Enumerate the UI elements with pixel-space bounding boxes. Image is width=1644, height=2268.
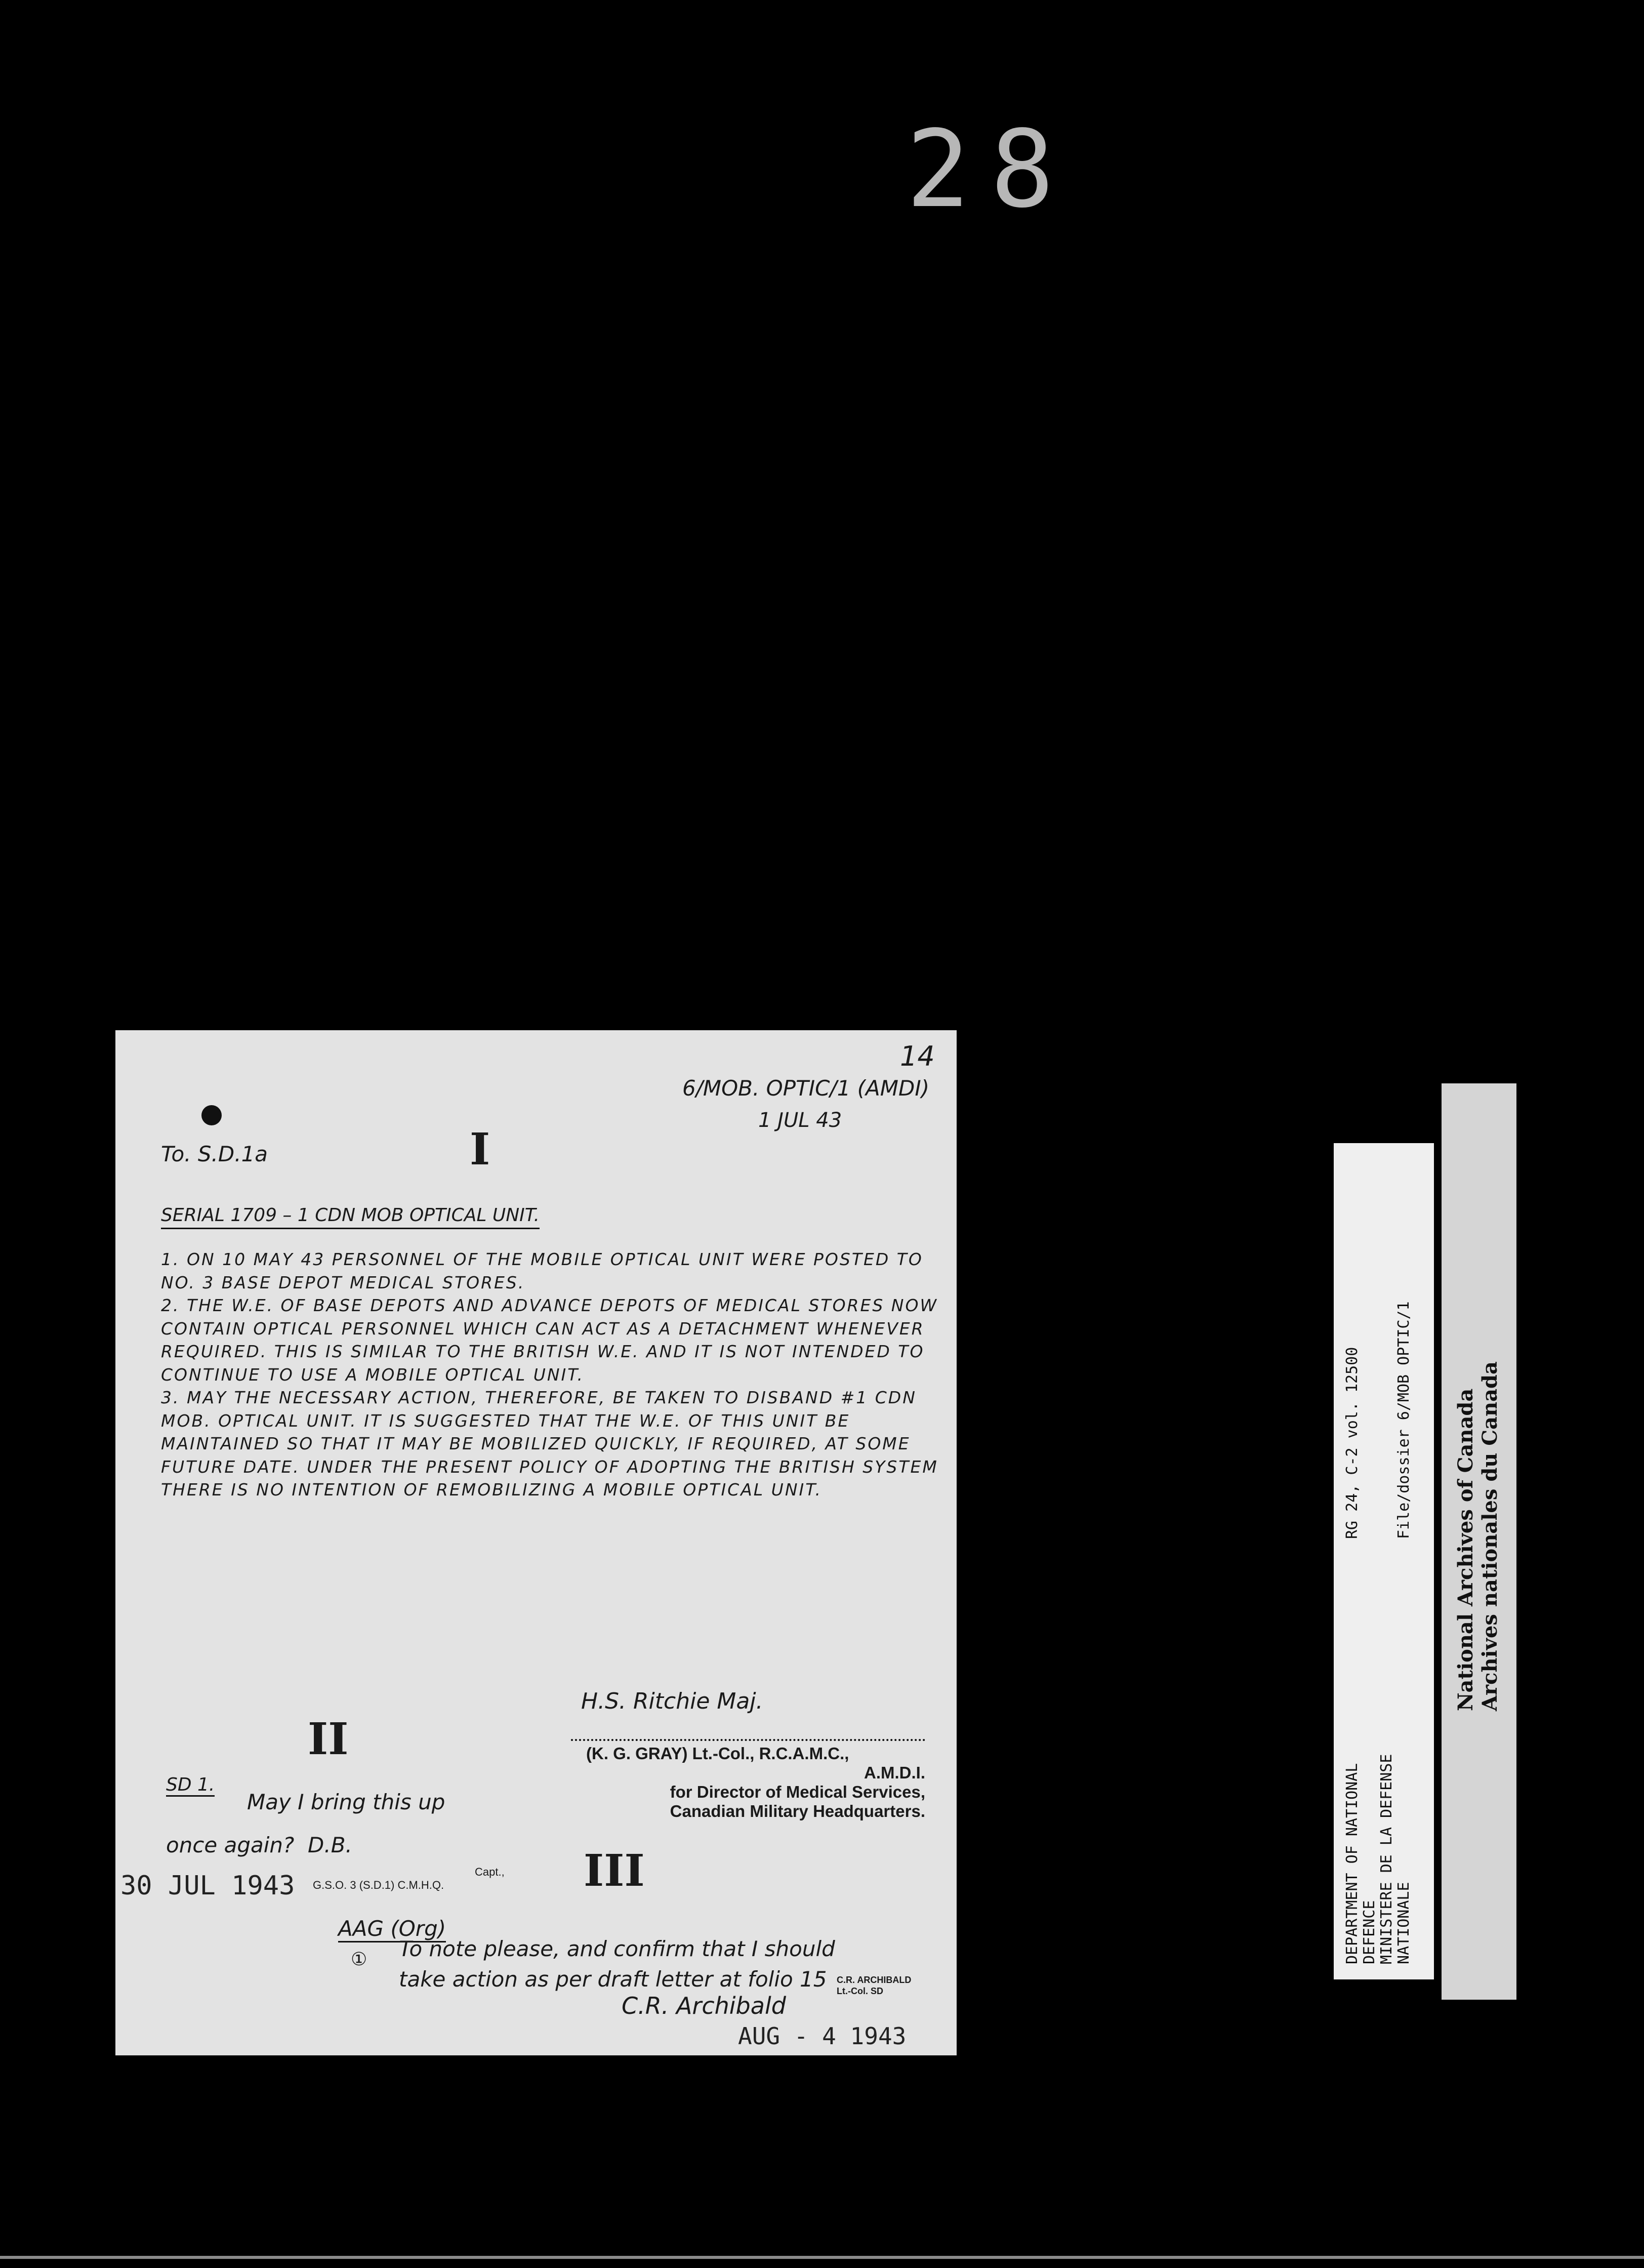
- minute-number-three: III: [584, 1845, 645, 1896]
- minute-number-one: I: [470, 1124, 490, 1175]
- subject-line: SERIAL 1709 – 1 CDN MOB OPTICAL UNIT.: [161, 1205, 540, 1229]
- gso-appointment: [313, 1866, 505, 1892]
- gso-rank: Capt.,: [475, 1866, 505, 1878]
- archives-french: Archives nationales du Canada: [1478, 1361, 1502, 1711]
- record-group: RG 24, C-2 vol. 12500: [1343, 1347, 1361, 1539]
- gso-title: G.S.O. 3 (S.D.1) C.M.H.Q.: [313, 1879, 444, 1891]
- minute-three-text-line1: To note please, and confirm that I should: [399, 1936, 835, 1961]
- date-stamp-aug: AUG - 4 1943: [738, 2022, 907, 2050]
- archive-reference-label: [1334, 1143, 1434, 1979]
- paragraph-3: 3. MAY THE NECESSARY ACTION, THEREFORE, BE TAKEN TO DISBAND #1 CDN MOB. OPTICAL UNIT. IT IS SUGGESTED THAT THE W.E. OF THIS UNIT BE MAINTAINED SO THAT IT MAY BE MOBILIZED QUICKLY, IF REQUIRED, AT SOME FUTURE DATE. UNDER THE PRESENT POLICY OF ADOPTING THE BRITISH SYSTEM THERE IS NO INTENTION OF REMOBILIZING A MOBILE OPTICAL UNIT.: [161, 1388, 938, 1500]
- microfilm-bottom-rule: [0, 2256, 1644, 2259]
- department-line-4: NATIONALE: [1395, 1882, 1413, 1964]
- minute-two-question: once again?: [166, 1833, 295, 1857]
- file-reference: 6/MOB. OPTIC/1 (AMDI): [682, 1076, 930, 1101]
- archibald-name: C.R. ARCHIBALD: [837, 1975, 912, 1985]
- signature-appointment: A.M.D.I.: [864, 1763, 925, 1782]
- department-line-2: DEFENCE: [1361, 1900, 1378, 1964]
- minute-three-addressee: AAG (Org): [338, 1916, 446, 1942]
- minute-three-signature: C.R. Archibald: [622, 1992, 786, 2019]
- archibald-rank: Lt.-Col. SD: [837, 1986, 883, 1996]
- punch-hole: [201, 1105, 222, 1125]
- signature-block: [571, 1739, 925, 1821]
- paragraph-1: 1. ON 10 MAY 43 PERSONNEL OF THE MOBILE OPTICAL UNIT WERE POSTED TO NO. 3 BASE DEPOT MEDICAL STORES.: [161, 1249, 923, 1292]
- department-line-3: MINISTERE DE LA DEFENSE: [1378, 1754, 1395, 1964]
- handwritten-signature: H.S. Ritchie Maj.: [581, 1688, 763, 1714]
- minute-three-item: ①: [351, 1949, 367, 1970]
- archives-english: National Archives of Canada: [1454, 1388, 1477, 1711]
- folio-number: 14: [900, 1040, 935, 1072]
- minute-two-initials: D.B.: [308, 1833, 352, 1857]
- minute-two-text-line2: [166, 1833, 352, 1857]
- paragraph-2: 2. THE W.E. OF BASE DEPOTS AND ADVANCE DEPOTS OF MEDICAL STORES NOW CONTAIN OPTICAL PERSONNEL WHICH CAN ACT AS A DETACHMENT WHENEVER REQUIRED. THIS IS SIMILAR TO THE BRITISH W.E. AND IT IS NOT INTENDED TO CONTINUE TO USE A MOBILE OPTICAL UNIT.: [161, 1295, 938, 1385]
- date-stamp-jul: 30 JUL 1943: [120, 1871, 295, 1901]
- letter-body: [161, 1248, 943, 1502]
- signature-name-line: (K. G. GRAY) Lt.-Col., R.C.A.M.C.,: [571, 1739, 925, 1763]
- document-date: 1 JUL 43: [758, 1109, 842, 1132]
- archibald-stamp: [837, 1974, 911, 1997]
- to-line: To. S.D.1a: [161, 1142, 268, 1166]
- minute-number-two: II: [308, 1714, 349, 1765]
- file-dossier: File/dossier 6/MOB OPTIC/1: [1395, 1301, 1413, 1539]
- signature-for-line: for Director of Medical Services,: [670, 1783, 925, 1801]
- minute-three-text-line2: take action as per draft letter at folio 15: [399, 1967, 827, 1992]
- department-line-1: DEPARTMENT OF NATIONAL: [1343, 1763, 1361, 1964]
- microfilm-frame-number: 28: [906, 107, 1075, 231]
- minute-two-addressee: SD 1.: [166, 1774, 215, 1797]
- archives-canada-tab: [1442, 1083, 1516, 2000]
- document-page: [115, 1030, 957, 2055]
- signature-hq-line: Canadian Military Headquarters.: [670, 1802, 925, 1820]
- minute-two-text-line1: May I bring this up: [247, 1790, 445, 1814]
